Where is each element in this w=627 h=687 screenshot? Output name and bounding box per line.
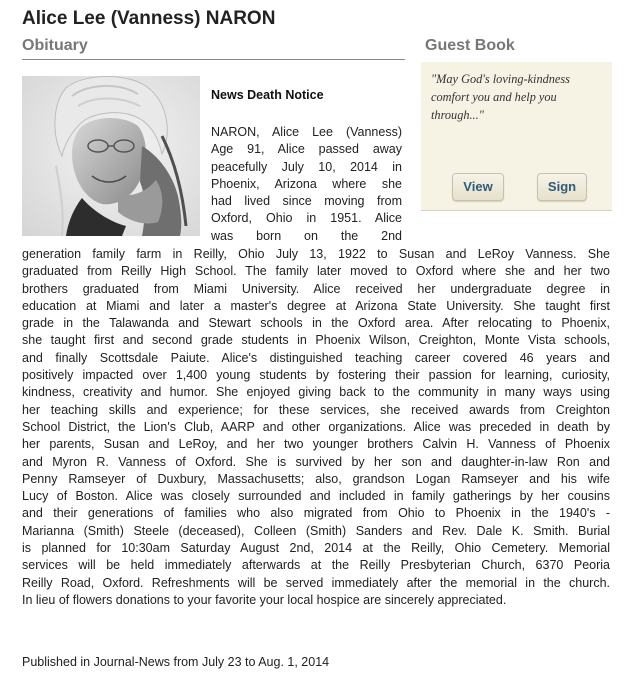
obituary-line: peacefully July 10, 2014 in: [211, 159, 402, 174]
guestbook-panel: [421, 62, 612, 211]
obituary-line: is planned for 10:30am Saturday August 2nd, 2014 at the Reilly, Ohio Cemetery. Memorial: [22, 541, 610, 556]
portrait-photo: [22, 76, 200, 236]
obituary-line: and their generations of families who also migrated from Ohio to Phoenix in the 1940's -: [22, 506, 610, 521]
obituary-line: Oxford, Ohio in 1951. Alice: [211, 211, 402, 226]
obituary-line: and Myron R. Vanness of Oxford. She is survived by her son and daughter-in-law Ron and: [22, 454, 610, 469]
obituary-line: she taught first and second grade students in Phoenix Wilson, Creighton, Monte Vista schools,: [22, 333, 610, 348]
obituary-text-beside-photo: [211, 124, 402, 245]
obituary-text: [22, 246, 610, 609]
obituary-line: positively impacted over 1,400 young students by fostering their passion for learning, curiosity,: [22, 368, 610, 383]
obituary-line: kindness, creativity and humor. She enjoyed giving back to the community in many ways using: [22, 385, 610, 400]
obituary-line: NARON, Alice Lee (Vanness): [211, 125, 402, 139]
obituary-line: brothers graduated from Miami University. Alice received her undergraduate degree in: [22, 281, 610, 296]
obituary-line: education at Miami and later a master's degree at Arizona State University. She taught first: [22, 298, 610, 313]
obituary-line: Reilly Road, Oxford. Refreshments will be served immediately after the memorial in the church.: [22, 575, 610, 590]
obituary-line: Marianna (Smith) Steele (deceased), Colleen (Smith) Sanders and Rev. Dale K. Smith. Burial: [22, 523, 610, 538]
obituary-line: Penny Ramseyer of Duxbury, Massachusetts; also, grandson Logan Ramseyer and his wife: [22, 471, 610, 486]
obituary-line: services will be held immediately afterwards at the Reilly Presbyterian Church, 6370 Peoria: [22, 558, 610, 573]
guestbook-heading: Guest Book: [425, 37, 515, 54]
notice-title: News Death Notice: [211, 88, 324, 102]
published-note: Published in Journal-News from July 23 to Aug. 1, 2014: [22, 655, 330, 669]
obituary-line: Lucy of Boston. Alice was closely surrounded and included in family gatherings by her cousins: [22, 489, 610, 504]
obituary-line: generation family farm in Reilly, Ohio July 13, 1922 to Susan and LeRoy Vanness. She: [22, 247, 610, 261]
guestbook-quote: "May God's loving-kindness comfort you and help you through...": [431, 72, 570, 122]
obituary-line: her parents, Susan and LeRoy, and her two younger brothers Calvin H. Vanness of Phoenix: [22, 437, 610, 452]
obituary-heading: Obituary: [22, 37, 405, 60]
obituary-line: graduated from Reilly High School. The family later moved to Oxford where she and her two: [22, 264, 610, 279]
obituary-line: School District, the Lion's Club, AARP and other organizations. Alice was preceded in death by: [22, 419, 610, 434]
obituary-line: grade in the Talawanda and Stewart schools in the Oxford area. After relocating to Phoenix,: [22, 316, 610, 331]
page-title: Alice Lee (Vanness) NARON: [22, 8, 276, 29]
sign-guestbook-button[interactable]: Sign: [537, 173, 587, 201]
obituary-line: her teaching skills and experience; for these services, she received awards from Creighton: [22, 402, 610, 417]
obituary-line: Phoenix, Arizona where she: [211, 176, 402, 191]
obituary-line: was born on the 2nd: [211, 228, 402, 243]
obituary-line: and finally Scottsdale Paiute. Alice's distinguished teaching career covered 46 years and: [22, 350, 610, 365]
obituary-line: Age 91, Alice passed away: [211, 142, 402, 157]
view-guestbook-button[interactable]: View: [452, 173, 504, 201]
obituary-line: In lieu of flowers donations to your favorite your local hospice are sincerely appreciated.: [22, 592, 507, 607]
obituary-line: had lived since moving from: [211, 194, 402, 209]
